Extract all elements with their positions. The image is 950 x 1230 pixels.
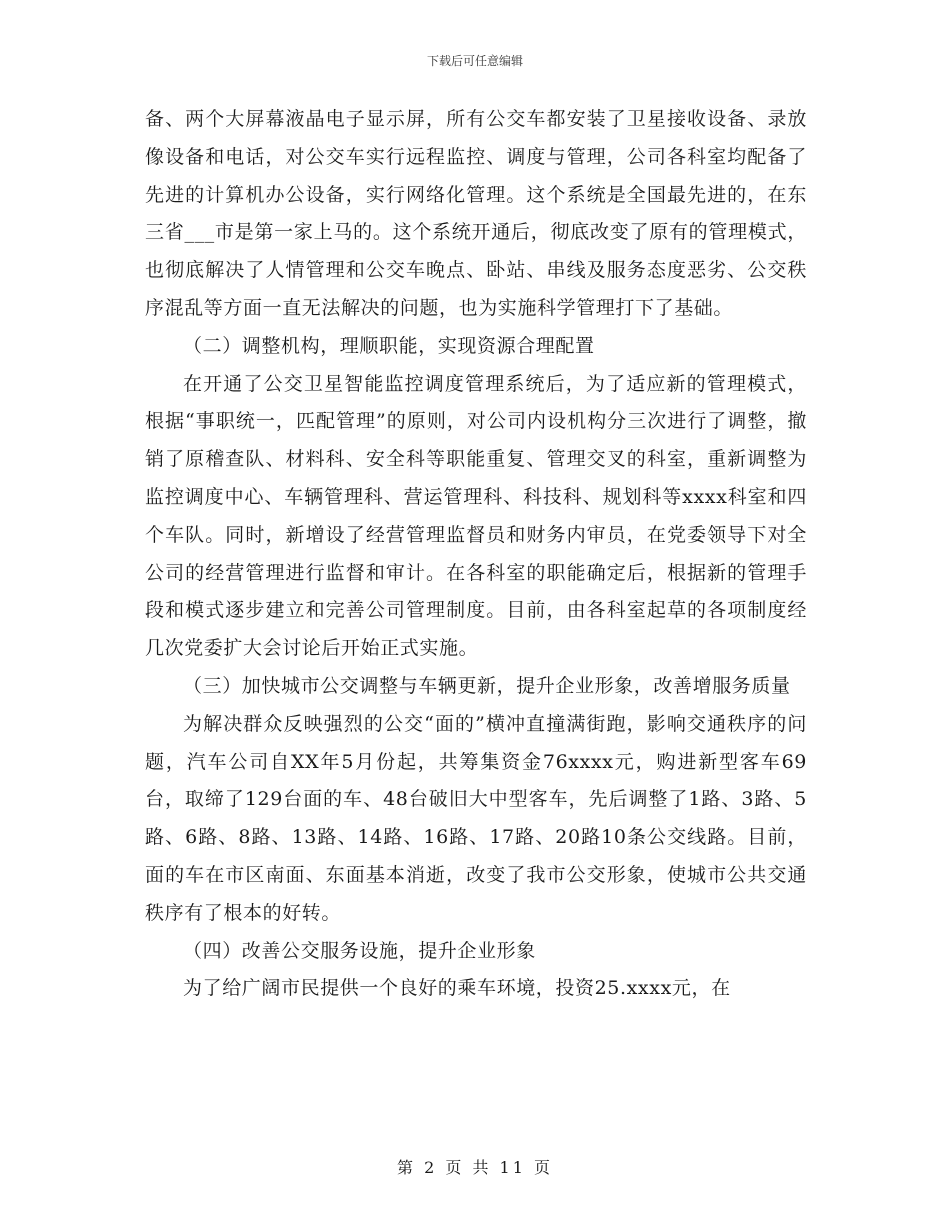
document-body [145,101,807,1008]
paragraph-section-4: 为了给广阔市民提供一个良好的乘车环境，投资25.xxxx元，在 [183,977,731,1000]
paragraph-intro: 备、两个大屏幕液晶电子显示屏，所有公交车都安装了卫星接收设备、录放像设备和电话，对公交车实行远程监控、调度与管理，公司各科室均配备了先进的计算机办公设备，实行网络化管理。这个系统是全国最先进的，在东三省___市是第一家上马的。这个系统开通后，彻底改变了原有的管理模式，也彻底解决了人情管理和公交车晚点、卧站、串线及服务态度恶劣、公交秩序混乱等方面一直无法解决的问题，也为实施科学管理打下了基础。 [145,108,807,319]
section-heading-3: （三）加快城市公交调整与车辆更新，提升企业形象，改善增服务质量 [183,674,791,697]
section-heading-4: （四）改善公交服务设施，提升企业形象 [183,939,536,962]
section-heading-2: （二）调整机构，理顺职能，实现资源合理配置 [183,334,595,357]
paragraph-section-2: 在开通了公交卫星智能监控调度管理系统后，为了适应新的管理模式，根据“事职统一，匹配管理”的原则，对公司内设机构分三次进行了调整，撤销了原稽查队、材料科、安全科等职能重复、管理交叉的科室，重新调整为监控调度中心、车辆管理科、营运管理科、科技科、规划科等xxxx科室和四个车队。同时，新增设了经营管理监督员和财务内审员，在党委领导下对全公司的经营管理进行监督和审计。在各科室的职能确定后，根据新的管理手段和模式逐步建立和完善公司管理制度。目前，由各科室起草的各项制度经几次党委扩大会讨论后开始正式实施。 [145,372,807,660]
page-header: 下载后可任意编辑 [426,54,523,68]
page-footer: 第 2 页 共 11 页 [397,1158,553,1177]
paragraph-section-3: 为解决群众反映强烈的公交“面的”横冲直撞满街跑，影响交通秩序的问题，汽车公司自XX年5月份起，共筹集资金76xxxx元，购进新型客车69台，取缔了129台面的车、48台破旧大中型客车，先后调整了1路、3路、5路、6路、8路、13路、14路、16路、17路、20路10条公交线路。目前，面的车在市区南面、东面基本消逝，改变了我市公交形象，使城市公共交通秩序有了根本的好转。 [145,712,807,924]
